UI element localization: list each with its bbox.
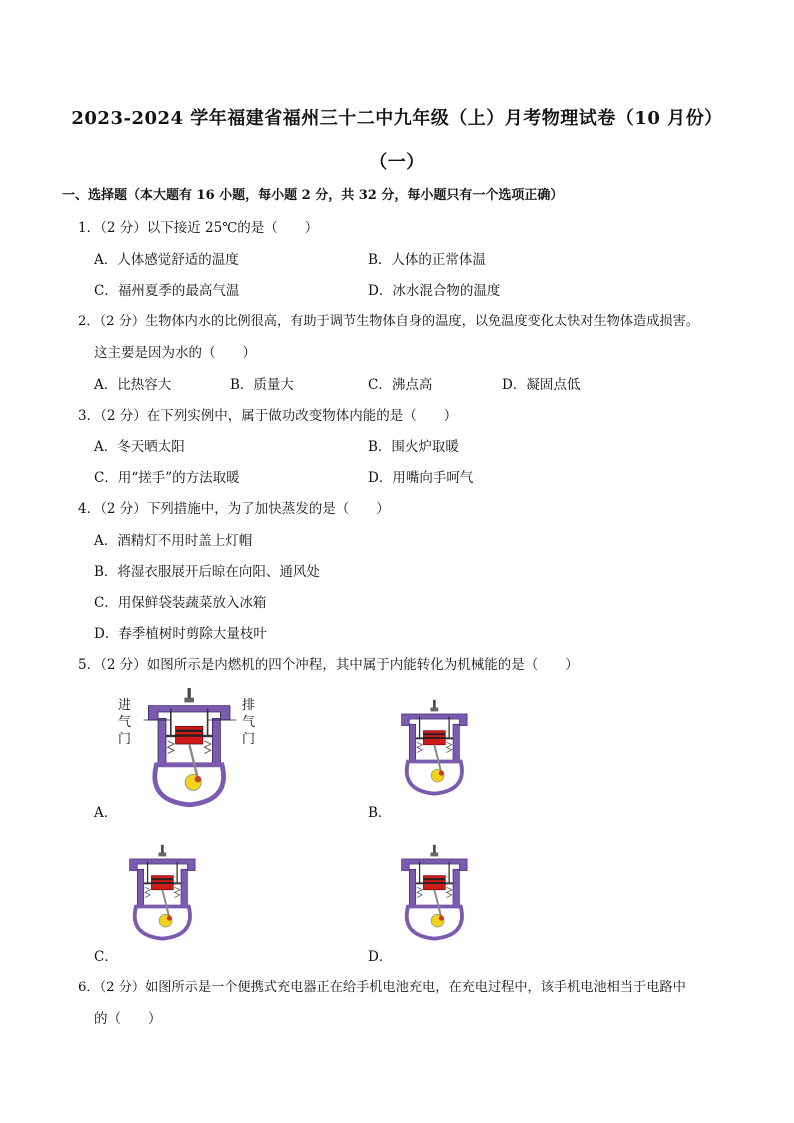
question-4-option-d: D．春季植树时剪除大量枝叶: [94, 626, 267, 642]
question-3-option-c: C．用“搓手”的方法取暖: [94, 470, 240, 486]
figure-label-d: D．: [368, 949, 393, 965]
question-1-option-d: D．冰水混合物的温度: [368, 283, 501, 299]
question-3-option-b: B．围火炉取暖: [368, 439, 459, 455]
question-4-stem: 4．（2 分）下列措施中，为了加快蒸发的是（ ）: [78, 501, 390, 517]
intake-valve-label: 进 气 门: [118, 698, 132, 747]
exhaust-valve-label: 排 气 门: [242, 698, 256, 747]
page-subtitle: （一）: [369, 152, 425, 173]
question-2-option-a: A．比热容大: [94, 377, 172, 393]
question-1-stem: 1．（2 分）以下接近 25℃的是（ ）: [78, 220, 319, 236]
question-2-stem-cont: 这主要是因为水的（ ）: [94, 345, 256, 361]
question-3-option-d: D．用嘴向手呵气: [368, 470, 474, 486]
question-3-stem: 3．（2 分）在下列实例中，属于做功改变物体内能的是（ ）: [78, 408, 458, 424]
question-4-option-a: A．酒精灯不用时盖上灯帽: [94, 533, 253, 549]
question-2-option-c: C．沸点高: [368, 377, 433, 393]
figure-label-b: B．: [368, 805, 392, 821]
question-1-option-a: A．人体感觉舒适的温度: [94, 252, 239, 268]
question-1-option-b: B．人体的正常体温: [368, 252, 486, 268]
page-title: 2023-2024 学年福建省福州三十二中九年级（上）月考物理试卷（10 月份）: [71, 108, 723, 129]
engine-figure-c: [118, 832, 208, 958]
engine-figure-b: [390, 688, 480, 812]
figure-label-c: C．: [94, 949, 118, 965]
question-5-stem: 5．（2 分）如图所示是内燃机的四个冲程，其中属于内能转化为机械能的是（ ）: [78, 657, 579, 673]
figure-label-a: A．: [94, 805, 118, 821]
question-1-option-c: C．福州夏季的最高气温: [94, 283, 240, 299]
question-4-option-b: B．将湿衣服展开后晾在向阳、通风处: [94, 564, 320, 580]
question-2-stem: 2．（2 分）生物体内水的比例很高，有助于调节生物体自身的温度，以免温度变化太快对生物体造成损害。: [78, 314, 699, 329]
question-2-option-d: D．凝固点低: [502, 377, 581, 393]
engine-figure-a: [120, 688, 260, 812]
question-4-option-c: C．用保鲜袋装蔬菜放入冰箱: [94, 595, 267, 611]
question-3-option-a: A．冬天晒太阳: [94, 439, 185, 455]
engine-figure-d: [390, 832, 480, 958]
question-6-stem-cont: 的（ ）: [94, 1011, 162, 1027]
section-heading: 一、选择题（本大题有 16 小题，每小题 2 分，共 32 分，每小题只有一个选项正确）: [62, 188, 564, 203]
question-6-stem: 6．（2 分）如图所示是一个便携式充电器正在给手机电池充电，在充电过程中，该手机电池相当于电路中: [78, 980, 686, 995]
question-2-option-b: B．质量大: [230, 377, 294, 393]
